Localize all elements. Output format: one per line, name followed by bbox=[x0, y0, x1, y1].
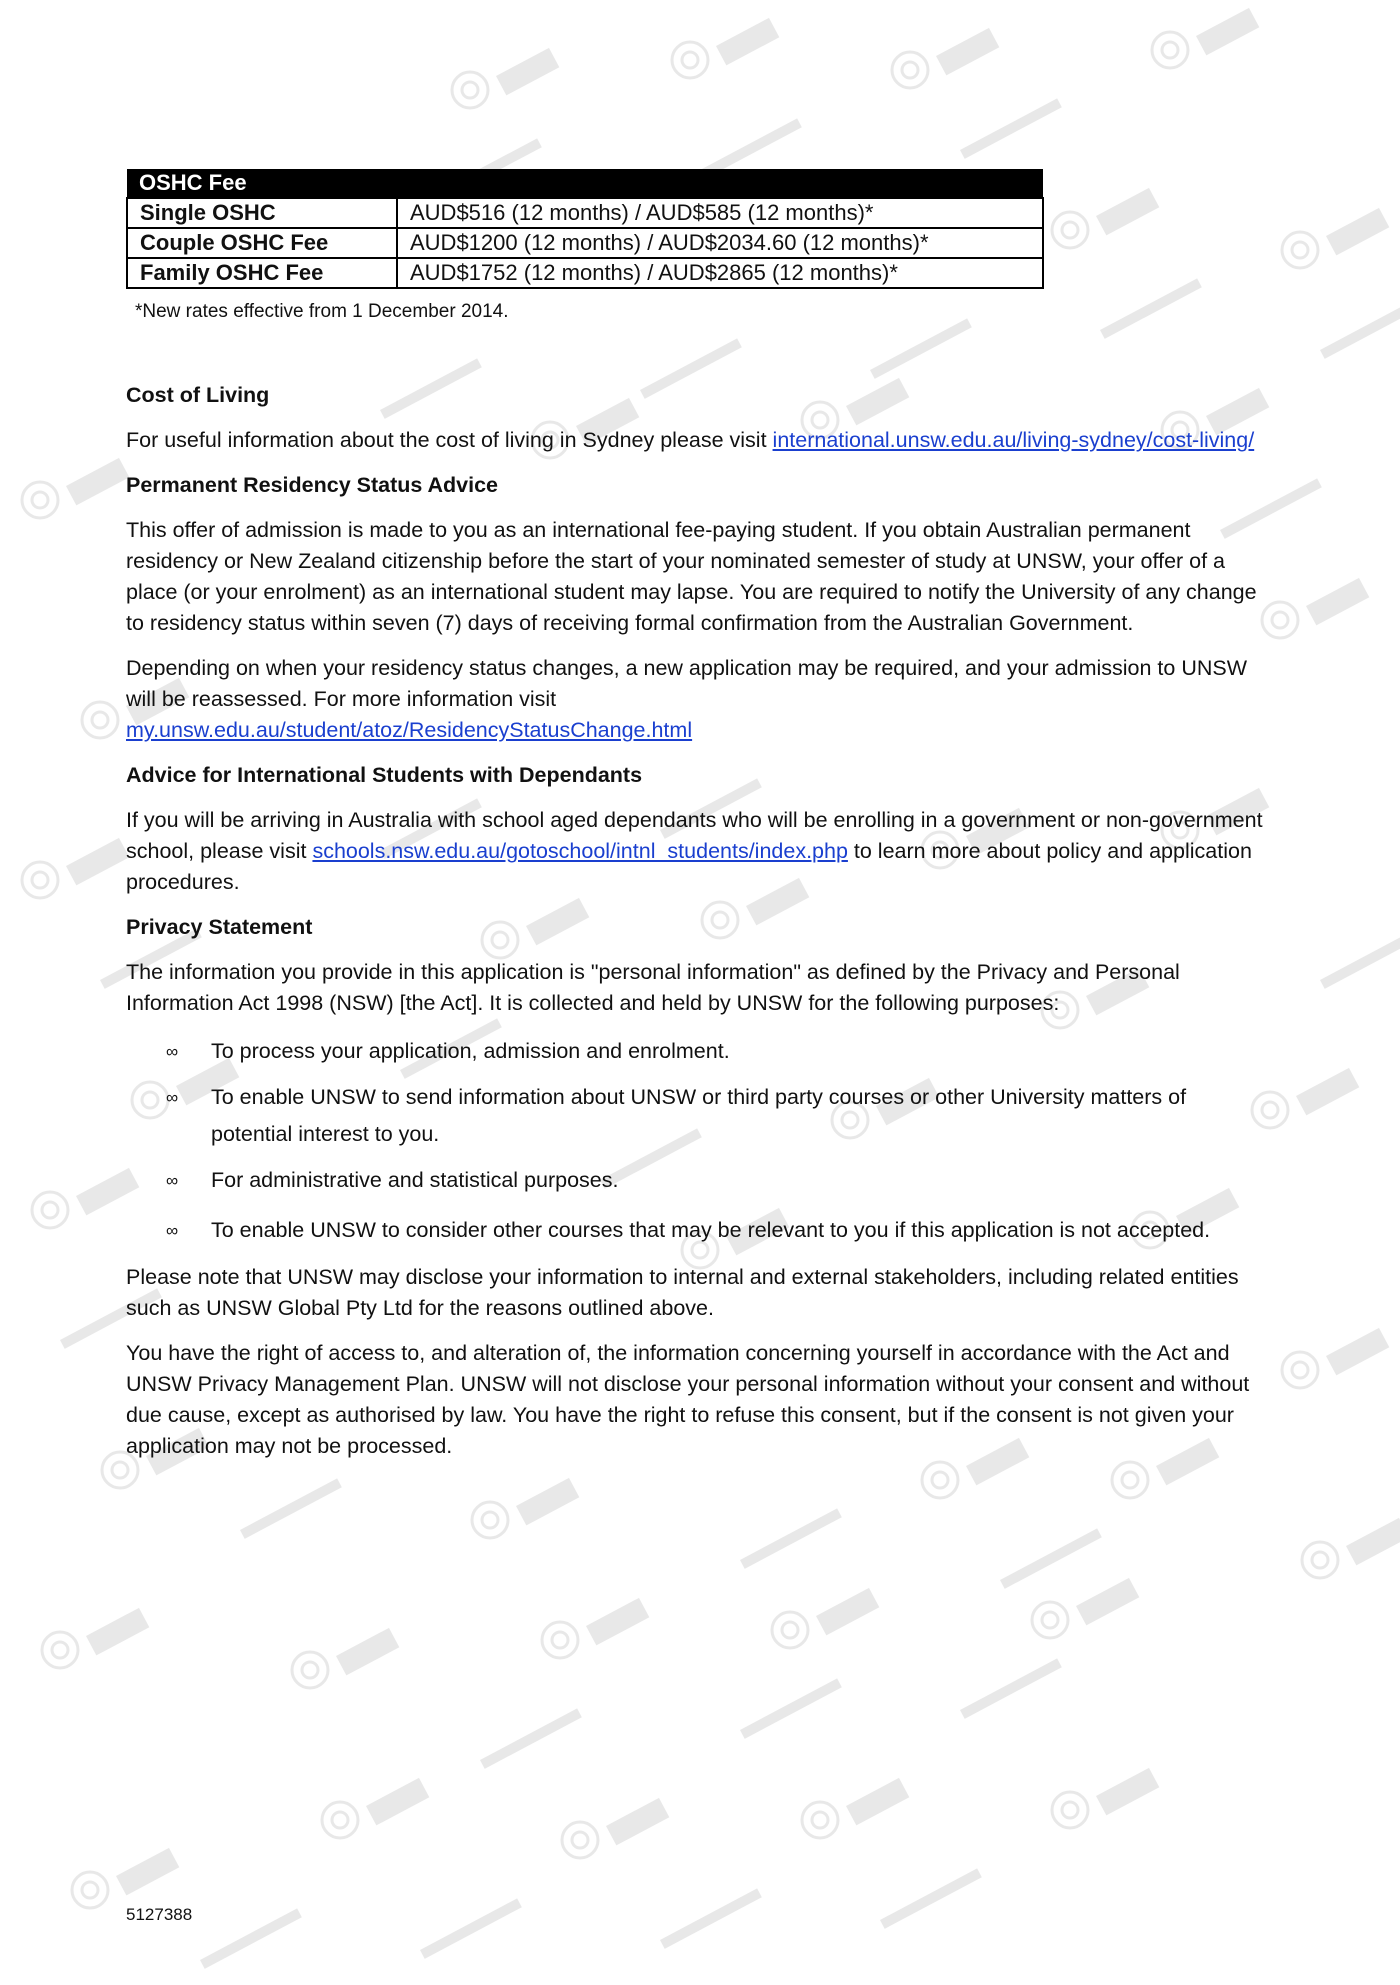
privacy-paragraph-3: You have the right of access to, and alteration of, the information concerning yourself in accordance with the Act and UNSW Privacy Management Plan. UNSW will not disclose your personal information without your consent and without due cause, except as authorised by law. You have the right to refuse this consent, but if the consent is not given your application may not be processed. bbox=[126, 1341, 1250, 1458]
table-cell-label: Couple OSHC Fee bbox=[127, 228, 397, 258]
oshc-fee-table bbox=[126, 169, 1044, 289]
residency-paragraph-2 bbox=[126, 653, 1266, 746]
bullet-icon: ∞ bbox=[166, 1042, 179, 1061]
dependants-text-after: to learn more about policy and application procedures. bbox=[126, 839, 1252, 894]
list-item-text: To process your application, admission and enrolment. bbox=[211, 1039, 730, 1063]
cost-of-living-heading: Cost of Living bbox=[126, 383, 270, 407]
bullet-icon: ∞ bbox=[166, 1088, 179, 1107]
cost-of-living-link[interactable]: international.unsw.edu.au/living-sydney/cost-living/ bbox=[772, 428, 1255, 452]
residency-paragraph-1: This offer of admission is made to you as an international fee-paying student. If you obtain Australian permanent residency or New Zealand citizenship before the start of your nominated semester of study at UNSW, your offer of a place (or your enrolment) as an international student may lapse. You are required to notify the University of any change to residency status within seven (7) days of receiving formal confirmation from the Australian Government. bbox=[126, 518, 1257, 635]
list-item-text: To enable UNSW to send information about UNSW or third party courses or other University matters of potential interest to you. bbox=[211, 1085, 1187, 1146]
list-item bbox=[126, 1162, 1266, 1199]
document-number: 5127388 bbox=[126, 1905, 193, 1924]
dependants-paragraph bbox=[126, 805, 1266, 898]
table-cell-label: Single OSHC bbox=[127, 198, 397, 228]
dependants-heading: Advice for International Students with Dependants bbox=[126, 763, 643, 787]
list-item-text: For administrative and statistical purposes. bbox=[211, 1168, 619, 1192]
table-row bbox=[127, 258, 1043, 288]
residency-text: Depending on when your residency status changes, a new application may be required, and your admission to UNSW will be reassessed. For more information visit bbox=[126, 656, 1248, 711]
residency-link[interactable]: my.unsw.edu.au/student/atoz/ResidencyStatusChange.html bbox=[126, 718, 693, 742]
privacy-heading: Privacy Statement bbox=[126, 915, 313, 939]
cost-of-living-text: For useful information about the cost of living in Sydney please visit bbox=[126, 428, 773, 452]
table-cell-label: Family OSHC Fee bbox=[127, 258, 397, 288]
table-header: OSHC Fee bbox=[127, 169, 1043, 198]
table-row bbox=[127, 228, 1043, 258]
list-item bbox=[126, 1079, 1266, 1153]
bullet-icon: ∞ bbox=[166, 1221, 179, 1240]
residency-heading: Permanent Residency Status Advice bbox=[126, 473, 499, 497]
dependants-text-before: If you will be arriving in Australia with school aged dependants who will be enrolling in a government or non-government school, please visit bbox=[126, 808, 1263, 863]
list-item bbox=[126, 1033, 1266, 1070]
table-cell-value: AUD$1752 (12 months) / AUD$2865 (12 months)* bbox=[397, 258, 1043, 288]
table-cell-value: AUD$1200 (12 months) / AUD$2034.60 (12 months)* bbox=[397, 228, 1043, 258]
privacy-intro: The information you provide in this application is "personal information" as defined by the Privacy and Personal Information Act 1998 (NSW) [the Act]. It is collected and held by UNSW for the following purposes: bbox=[126, 960, 1180, 1015]
table-row bbox=[127, 198, 1043, 228]
list-item-text: To enable UNSW to consider other courses that may be relevant to you if this application is not accepted. bbox=[211, 1218, 1211, 1242]
rates-note: *New rates effective from 1 December 2014. bbox=[135, 301, 509, 322]
cost-of-living-paragraph bbox=[126, 425, 1266, 456]
list-item bbox=[126, 1208, 1266, 1253]
privacy-purposes-list bbox=[126, 1033, 1266, 1253]
table-cell-value: AUD$516 (12 months) / AUD$585 (12 months)* bbox=[397, 198, 1043, 228]
document-body bbox=[126, 380, 1266, 1476]
table-header-row bbox=[127, 169, 1043, 198]
privacy-paragraph-2: Please note that UNSW may disclose your information to internal and external stakeholders, including related entities such as UNSW Global Pty Ltd for the reasons outlined above. bbox=[126, 1265, 1239, 1320]
bullet-icon: ∞ bbox=[166, 1171, 179, 1190]
dependants-link[interactable]: schools.nsw.edu.au/gotoschool/intnl_students/index.php bbox=[312, 839, 848, 863]
